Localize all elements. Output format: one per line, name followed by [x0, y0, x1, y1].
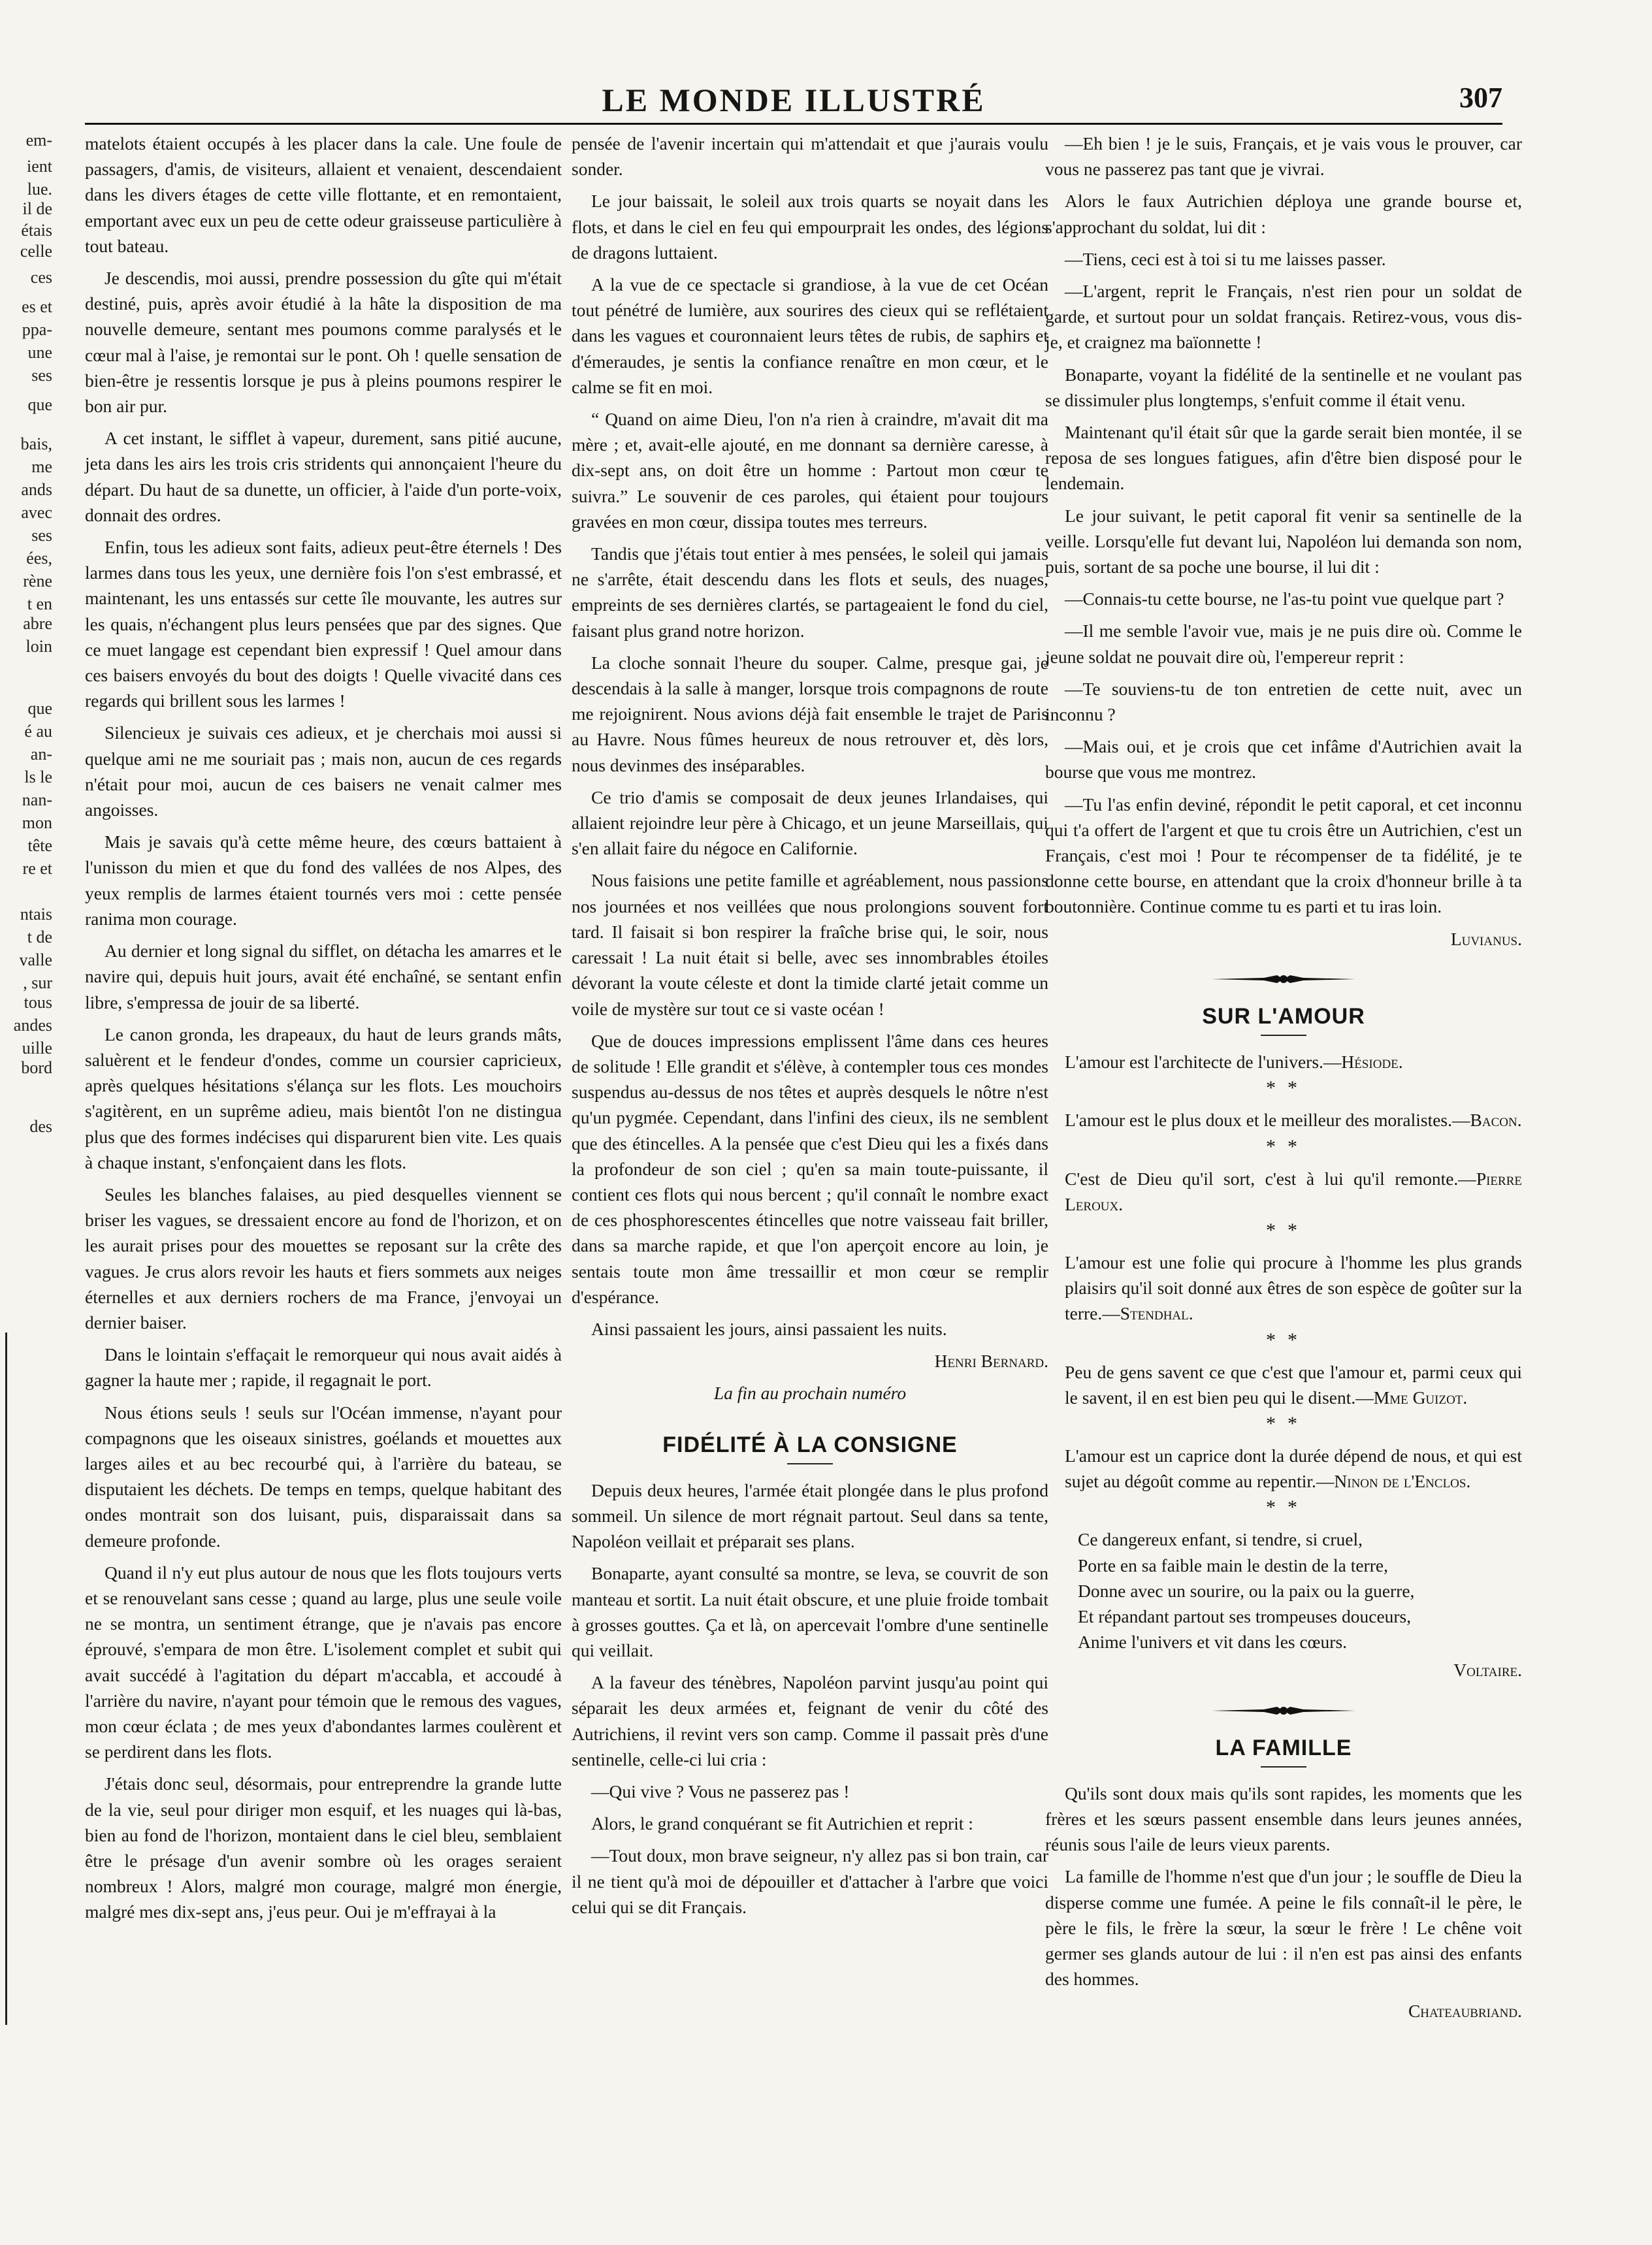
- page-header: [85, 77, 1502, 125]
- quote-text: L'amour est l'architecte de l'univers.—: [1065, 1052, 1342, 1073]
- previous-page-margin: [0, 131, 52, 2025]
- paragraph: Silencieux je suivais ces adieux, et je cherchais moi aussi si quelque ami ne me souriait pas ; mais non, aucun de ces regards n'était pour moi, aucun de ces baisers ne venait calmer mes angoisses.: [85, 722, 562, 820]
- margin-fragment: il de: [22, 199, 52, 218]
- margin-fragment: celle: [20, 242, 52, 261]
- quote-author: Mme Guizot.: [1373, 1387, 1468, 1408]
- quote-author: Ninon de l'Enclos.: [1334, 1471, 1471, 1492]
- margin-fragment: ands: [21, 480, 52, 499]
- margin-fragment: em-: [25, 131, 52, 150]
- asterism: * *: [1265, 1077, 1301, 1099]
- quote-text: C'est de Dieu qu'il sort, c'est à lui qu'il remonte.—: [1065, 1168, 1476, 1189]
- paragraph: La famille de l'homme n'est que d'un jour ; le souffle de Dieu la disperse comme une fumée. A peine le fils connaît-il le père, le père le fils, le frère la sœur, la sœur le frère ! Le chêne voit germer ses glands autour de lui : il n'en est pas ainsi des enfants des hommes.: [1045, 1866, 1522, 1990]
- paragraph: Alors, le grand conquérant se fit Autrichien et reprit :: [591, 1813, 973, 1834]
- margin-fragment: ient: [27, 157, 52, 176]
- quote-item: [1045, 1359, 1522, 1410]
- quote-text: Peu de gens savent ce que c'est que l'amour et, parmi ceux qui le savent, il en est bien peu qui le disent.—: [1065, 1361, 1522, 1408]
- margin-fragment: une: [27, 343, 52, 362]
- ornament-divider-icon: [1212, 1704, 1355, 1717]
- margin-fragment: es et: [22, 297, 52, 316]
- section-title-famille: LA FAMILLE: [1215, 1735, 1352, 1760]
- asterism: * *: [1265, 1329, 1301, 1351]
- margin-fragment: mon: [22, 813, 52, 832]
- title-rule: [787, 1463, 833, 1464]
- page-number: 307: [1459, 82, 1502, 114]
- asterism: * *: [1265, 1219, 1301, 1241]
- paragraph: Qu'ils sont doux mais qu'ils sont rapides, les moments que les frères et les sœurs passent ensemble dans leurs jeunes années, réunis sous l'aile de leurs vieux parents.: [1045, 1783, 1522, 1855]
- paragraph: Que de douces impressions emplissent l'âme dans ces heures de solitude ! Elle grandit et s'élève, à contempler tous ces mondes suspendus au-dessus de nos têtes et auprès desquels le nôtre n'est qu'un pygmée. Cependant, dans l'infini des cieux, ils ne semblent que des étincelles. A la pensée que c'est Dieu qui les a fixés dans la profondeur de son ciel ; qu'en sa main toute-puissante, il contient ces flots qui nous bercent ; qu'il connaît le nombre exact de ces phosphorescentes étincelles que notre vaisseau fait briller, dans sa marche rapide, et que l'on aperçoit encore au loin, je sentais toute mon âme tressaillir et mon cœur se remplir d'espérance.: [572, 1030, 1048, 1307]
- margin-fragment: ées,: [26, 549, 52, 568]
- margin-fragment: bord: [21, 1058, 52, 1077]
- margin-fragment: ses: [31, 366, 52, 385]
- margin-fragment: valle: [19, 950, 52, 969]
- paragraph: —Tiens, ceci est à toi si tu me laisses passer.: [1065, 248, 1386, 269]
- paragraph: Seules les blanches falaises, au pied desquelles viennent se briser les vagues, se dressaient encore au fond de l'horizon, et on les aurait prises pour des mouettes se reposant sur la crête des vagues. Je crus alors revoir les hauts et fiers sommets aux neiges éternelles et aux derniers rochers de ma France, j'envoyai un dernier baiser.: [85, 1184, 562, 1332]
- verse-line: Ce dangereux enfant, si tendre, si cruel,: [1078, 1529, 1363, 1550]
- paragraph: Alors le faux Autrichien déploya une grande bourse et, s'approchant du soldat, lui dit :: [1045, 191, 1522, 237]
- section-title-fidelite: FIDÉLITÉ À LA CONSIGNE: [662, 1432, 958, 1457]
- paragraph: matelots étaient occupés à les placer dans la cale. Une foule de passagers, d'amis, de visiteurs, allaient et venaient, descendaient dans les divers étages de cette ville flottante, et en remontaient, emportant avec eux un peu de cette odeur graisseuse particulière à tout bateau.: [85, 133, 562, 256]
- paragraph: A la faveur des ténèbres, Napoléon parvint jusqu'au point qui séparait les deux armées et, feignant de venir du côté des Autrichiens, il revint vers son camp. Comme il passait près d'une sentinelle, celle-ci lui cria :: [572, 1672, 1048, 1769]
- margin-fragment: ces: [30, 268, 52, 287]
- margin-fragment: ses: [31, 526, 52, 545]
- quote-item: [1045, 1049, 1522, 1074]
- paragraph: J'étais donc seul, désormais, pour entreprendre la grande lutte de la vie, seul pour diriger mon esquif, et les nuages qui là-bas, bien au fond de l'horizon, montaient dans le ciel bleu, semblaient être le présage d'un avenir sombre où les orages seraient nombreux ! Alors, malgré mon courage, malgré mon énergie, malgré mes dix-sept ans, j'eus peur. Oui je m'effrayai à la: [85, 1773, 562, 1922]
- masthead-title: LE MONDE ILLUSTRÉ: [602, 82, 986, 118]
- paragraph: Enfin, tous les adieux sont faits, adieux peut-être éternels ! Des larmes dans tous les yeux, une dernière fois l'on s'est embrassé, et maintenant, les uns entassés sur cette île mouvante, les autres sur les quais, n'échangent plus leurs pensées que par des signes. Que ce muet langage est cependant bien expressif ! Quel amour dans ces baisers envoyés du bout des doigts ! Quelle vivacité dans ces regards qui brillent sous les larmes !: [85, 537, 562, 711]
- continuation-note: La fin au prochain numéro: [713, 1383, 907, 1404]
- paragraph: —Eh bien ! je le suis, Français, et je vais vous le prouver, car vous ne passerez pas tant que je vivrai.: [1045, 133, 1522, 180]
- margin-fragment: andes: [13, 1016, 52, 1035]
- paragraph: —Qui vive ? Vous ne passerez pas !: [591, 1781, 850, 1801]
- quote-item: [1045, 1107, 1522, 1133]
- column-1: [85, 131, 562, 1931]
- column-3: [1045, 131, 1522, 2031]
- margin-fragment: me: [31, 457, 52, 476]
- asterism: * *: [1265, 1496, 1301, 1519]
- quote-author: Pierre Leroux.: [1065, 1168, 1522, 1214]
- margin-fragment: an-: [30, 745, 52, 764]
- quote-author: Stendhal.: [1120, 1303, 1193, 1324]
- verse-author: Voltaire.: [1453, 1660, 1522, 1681]
- margin-rule: [5, 1332, 7, 2025]
- paragraph: Ce trio d'amis se composait de deux jeunes Irlandaises, qui allaient rejoindre leur père à Chicago, et un jeune Marseillais, qui s'en allait faire du négoce en Californie.: [572, 786, 1048, 859]
- paragraph: Nous étions seuls ! seuls sur l'Océan immense, n'ayant pour compagnons que les oiseaux sinistres, goélands et mouettes aux larges ailes et au bec recourbé qui, à l'arrière du bateau, se disputaient les déchets. De temps en temps, quelque habitant des ondes montrait son dos luisant, puis, disparaissait dans sa demeure profonde.: [85, 1402, 562, 1551]
- article-signature: Henri Bernard.: [934, 1351, 1048, 1372]
- paragraph: Ainsi passaient les jours, ainsi passaient les nuits.: [591, 1318, 947, 1339]
- paragraph: Tandis que j'étais tout entier à mes pensées, le soleil qui jamais ne s'arrête, était descendu dans les flots et seuls, des nuages, empreints de ses dernières clartés, se partageaient le fond du ciel, faisant plus grand notre horizon.: [572, 543, 1048, 641]
- paragraph: Dans le lointain s'effaçait le remorqueur qui nous avait aidés à gagner la haute mer ; rapide, il regagnait le port.: [85, 1344, 562, 1391]
- paragraph: —Tu l'as enfin deviné, répondit le petit caporal, et cet inconnu qui t'a offert de l'argent et que tu crois être un Autrichien, c'est un Français, c'est moi ! Pour te récompenser de ta fidélité, je te donne cette bourse, en attendant que la croix d'honneur brille à ta boutonnière. Continue comme tu es parti et tu iras loin.: [1045, 794, 1522, 917]
- paragraph: —L'argent, reprit le Français, n'est rien pour un soldat de garde, et surtout pour un soldat français. Retirez-vous, vous dis-je, et craignez ma baïonnette !: [1045, 281, 1522, 353]
- margin-fragment: re et: [22, 859, 52, 878]
- title-rule: [1261, 1766, 1306, 1768]
- asterism: * *: [1265, 1135, 1301, 1157]
- paragraph: Quand il n'y eut plus autour de nous que les flots toujours verts et se renouvelant sans cesse ; quand au large, plus une seule voile ne se montra, un sentiment étrange, que je n'avais pas encore éprouvé, s'empara de mon être. L'isolement complet et subit qui avait succédé à l'agitation du départ m'accabla, et accoudé à l'arrière du navire, n'ayant pour témoin que le remous des vagues, mon cœur éclata ; de mes yeux d'abondantes larmes coulèrent et se perdirent dans les flots.: [85, 1562, 562, 1762]
- paragraph: Nous faisions une petite famille et agréablement, nous passions nos journées et nos veillées que nous prolongions souvent fort tard. Il faisait si bon respirer la fraîche brise qui, le soir, nous caressait ! La nuit était si belle, avec ses innombrables étoiles dévorant la voute céleste et dont la timide clarté jetait comme un voile de mystère sur tout ce si vaste océan !: [572, 870, 1048, 1019]
- section-title-amour: SUR L'AMOUR: [1202, 1003, 1365, 1029]
- verse-line: Porte en sa faible main le destin de la terre,: [1078, 1555, 1388, 1575]
- paragraph: Bonaparte, voyant la fidélité de la sentinelle et ne voulant pas se dissimuler plus longtemps, s'enfuit comme il était venu.: [1045, 364, 1522, 410]
- paragraph: La cloche sonnait l'heure du souper. Calme, presque gai, je descendais à la salle à manger, lorsque trois compagnons de route me rejoignirent. Nous avions déjà fait ensemble le trajet de Paris au Havre. Nous fûmes heureux de nous retrouver et, dès lors, nous devinmes des inséparables.: [572, 652, 1048, 775]
- paragraph: —Te souviens-tu de ton entretien de cette nuit, avec un inconnu ?: [1045, 678, 1522, 725]
- margin-fragment: ls le: [24, 767, 52, 786]
- article-signature: Luvianus.: [1450, 928, 1522, 949]
- margin-fragment: rène: [23, 572, 52, 590]
- margin-fragment: é au: [24, 722, 52, 741]
- verse-line: Et répandant partout ses trompeuses douceurs,: [1078, 1606, 1412, 1626]
- margin-fragment: , sur: [23, 973, 52, 992]
- paragraph: “ Quand on aime Dieu, l'on n'a rien à craindre, m'avait dit ma mère ; et, avait-elle ajouté, en me donnant sa dernière caresse, à dix-sept ans, on doit être un homme : Partout mon cœur te suivra.” Le souvenir de ces paroles, qui étaient pour toujours gravées en mon cœur, dissipa toutes mes terreurs.: [572, 409, 1048, 532]
- verse-line: Anime l'univers et vit dans les cœurs.: [1078, 1632, 1348, 1653]
- margin-fragment: ntais: [20, 905, 52, 924]
- margin-fragment: que: [27, 395, 52, 414]
- paragraph: Bonaparte, ayant consulté sa montre, se leva, se couvrit de son manteau et sortit. La nuit était obscure, et une pluie froide tombait à grosses gouttes. Ça et là, on apercevait l'ombre d'une sentinelle qui veillait.: [572, 1563, 1048, 1660]
- verse-line: Donne avec un sourire, ou la paix ou la guerre,: [1078, 1580, 1415, 1601]
- quote-item: [1045, 1443, 1522, 1494]
- paragraph: Mais je savais qu'à cette même heure, des cœurs battaient à l'unisson du mien et que du fond des vallées de nos Alpes, des yeux remplis de larmes étaient tournés vers moi : cette pensée ranima mon courage.: [85, 832, 562, 929]
- margin-fragment: étais: [21, 221, 52, 240]
- paragraph: —Tout doux, mon brave seigneur, n'y allez pas si bon train, car il ne tient qu'à moi de dépouiller et d'attacher à l'arbre que voici celui qui se dit Français.: [572, 1845, 1048, 1917]
- margin-fragment: bais,: [20, 434, 52, 453]
- paragraph: pensée de l'avenir incertain qui m'attendait et que j'aurais voulu sonder.: [572, 133, 1048, 180]
- margin-fragment: uille: [22, 1039, 52, 1058]
- quote-text: L'amour est le plus doux et le meilleur des moralistes.—: [1065, 1110, 1470, 1131]
- paragraph: Maintenant qu'il était sûr que la garde serait bien montée, il se reposa de ses longues fatigues, afin d'être bien disposé pour le lendemain.: [1045, 422, 1522, 494]
- margin-fragment: lue.: [27, 180, 52, 199]
- margin-fragment: tous: [24, 993, 52, 1012]
- paragraph: Je descendis, moi aussi, prendre possession du gîte qui m'était destiné, puis, après avoir étudié à la hâte la disposition de ma nouvelle demeure, sentant mes poumons comme paralysés et le cœur mal à l'aise, je remontai sur le pont. Oh ! quelle sensation de bien-être je ressentis lorsque je pus à pleins poumons respirer le bon air pur.: [85, 268, 562, 417]
- paragraph: —Mais oui, et je crois que cet infâme d'Autrichien avait la bourse que vous me montrez.: [1045, 736, 1522, 783]
- paragraph: Depuis deux heures, l'armée était plongée dans le plus profond sommeil. Un silence de mort régnait partout. Seul dans sa tente, Napoléon veillait et préparait ses plans.: [572, 1479, 1048, 1552]
- quote-item: [1045, 1250, 1522, 1327]
- margin-fragment: t en: [27, 594, 52, 613]
- paragraph: Le jour baissait, le soleil aux trois quarts se noyait dans les flots, et dans le ciel en feu qui empourprait les ondes, des légions de dragons luttaient.: [572, 191, 1048, 263]
- column-2: [572, 131, 1048, 1926]
- quote-text: L'amour est un caprice dont la durée dépend de nous, et qui est sujet au dégoût comme au repentir.—: [1065, 1445, 1522, 1492]
- margin-fragment: nan-: [22, 790, 52, 809]
- quote-item: [1045, 1166, 1522, 1217]
- paragraph: Au dernier et long signal du sifflet, on détacha les amarres et le navire qui, depuis huit jours, avait été enchaîné, se sentant enfin libre, s'empressa de jouir de sa liberté.: [85, 941, 562, 1012]
- paragraph: Le jour suivant, le petit caporal fit venir sa sentinelle de la veille. Lorsqu'elle fut devant lui, Napoléon lui demanda son nom, puis, sortant de sa poche une bourse, il lui dit :: [1045, 505, 1522, 577]
- paragraph: A cet instant, le sifflet à vapeur, durement, sans pitié aucune, jeta dans les airs les trois cris stridents qui annonçaient l'heure du départ. Du haut de sa dunette, un officier, à l'aide d'un porte-voix, donnait des ordres.: [85, 428, 562, 525]
- paragraph: —Il me semble l'avoir vue, mais je ne puis dire où. Comme le jeune soldat ne pouvait dire où, l'empereur reprit :: [1045, 621, 1522, 667]
- margin-fragment: loin: [25, 637, 52, 656]
- margin-fragment: des: [29, 1117, 52, 1136]
- margin-fragment: ppa-: [22, 320, 52, 339]
- margin-fragment: que: [27, 699, 52, 718]
- quote-author: Bacon.: [1470, 1110, 1522, 1131]
- title-rule: [1261, 1035, 1306, 1036]
- margin-fragment: abre: [23, 614, 52, 633]
- paragraph: A la vue de ce spectacle si grandiose, à la vue de cet Océan tout pénétré de lumière, aux sourires des cieux qui se reflétaient dans les vagues et couronnaient leurs têtes de rubis, de saphirs et d'émeraudes, je sentis la confiance renaître en mon cœur, et le calme se fit en moi.: [572, 274, 1048, 397]
- quote-text: L'amour est une folie qui procure à l'homme les plus grands plaisirs qu'il soit donné aux êtres de son espèce de goûter sur la terre.—: [1065, 1252, 1522, 1324]
- paragraph: —Connais-tu cette bourse, ne l'as-tu point vue quelque part ?: [1065, 589, 1504, 609]
- article-signature: Chateaubriand.: [1408, 2001, 1522, 2022]
- asterism: * *: [1265, 1412, 1301, 1434]
- ornament-divider-icon: [1212, 973, 1355, 986]
- margin-fragment: t de: [27, 928, 52, 946]
- margin-fragment: tête: [27, 836, 52, 855]
- paragraph: Le canon gronda, les drapeaux, du haut de leurs grands mâts, saluèrent et le fendeur d'ondes, comme un coursier capricieux, après quelques hésitations s'élança sur les flots. Les mouchoirs s'agitèrent, en un suprême adieu, mais bientôt l'on ne distingua plus que des formes indécises qui disparurent bien vite. Les quais à chaque instant, s'enfonçaient dans les flots.: [85, 1024, 562, 1172]
- quote-author: Hésiode.: [1341, 1052, 1403, 1073]
- margin-fragment: avec: [21, 503, 52, 522]
